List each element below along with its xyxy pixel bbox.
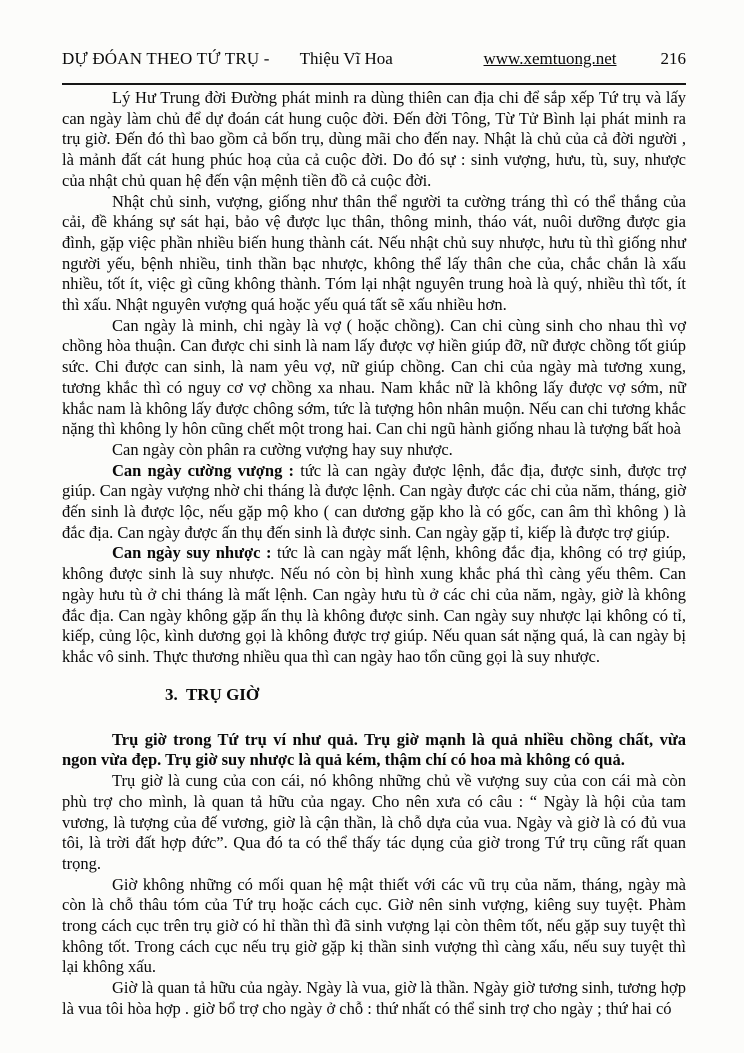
page-number: 216	[660, 49, 686, 68]
paragraph-text: Giờ là quan tả hữu của ngày. Ngày là vua, giờ là thần. Ngày giờ tương sinh, tương hợp là vua tôi hòa hợp . giờ bổ trợ cho ngày ở chỗ : thứ nhất có thể sinh trợ cho ngày ; thứ hai có	[62, 978, 686, 1018]
paragraph-cung-con-cai	[62, 771, 686, 875]
paragraph-cuong-vuong	[62, 461, 686, 544]
paragraph-nhat-chu	[62, 192, 686, 316]
paragraph-text: Lý Hư Trung đời Đường phát minh ra dùng thiên can địa chi để sắp xếp Tứ trụ và lấy can ngày làm chủ để dự đoán cát hung cuộc đời. Đến đời Tông, Từ Tử Bình lại phát minh ra trụ giờ. Đến đó thì bao gồm cả bốn trụ, dùng mãi cho đến nay. Nhật là chủ của cả đời người , là mảnh đất cát hung phúc hoạ của cả cuộc đời. Do đó sự : sinh vượng, hưu, tù, suy, nhược của nhật chủ quan hệ đến vận mệnh tiền đồ cả cuộc đời.	[62, 88, 686, 190]
paragraph-text: Nhật chủ sinh, vượng, giống như thân thể người ta cường tráng thì có thể thắng của cải, đề kháng sự sát hại, bảo vệ được lục thân, thông minh, tháo vát, nuôi dưỡng được gia đình, gặp việc phần nhiều biến hung thành cát. Nếu nhật chủ suy nhược, hưu tù thì giống như người yếu, bệnh nhiều, tinh thần bạc nhược, không thể lấy thân che của, chắc chắn là xấu nhiều, tốt ít, việc gì cũng không thành. Tóm lại nhật nguyên trung hoà là quý, nhiều thì tốt, ít thì xấu. Nhật nguyên vượng quá hoặc yếu quá tất sẽ xấu nhiều hơn.	[62, 191, 686, 315]
paragraph-gio-ta-huu	[62, 978, 686, 1019]
page-body	[62, 88, 686, 1020]
paragraph-lead: Can ngày suy nhược :	[112, 543, 272, 563]
paragraph-text: Trụ giờ trong Tứ trụ ví như quả. Trụ giờ mạnh là quả nhiều chồng chất, vừa ngon vừa đẹp. Trụ giờ suy nhược là quả kém, thậm chí có hoa mà không có quả.	[62, 729, 686, 770]
author-name: Thiệu Vĩ Hoa	[299, 49, 393, 68]
paragraph-phan-ra	[62, 440, 686, 461]
paragraph-text: Giờ không những có mối quan hệ mật thiết với các vũ trụ của năm, tháng, ngày mà còn là chỗ thâu tóm của Tứ trụ hoặc cách cục. Giờ nên sinh vượng, kiêng suy tuyệt. Phàm trong cách cục trên trụ giờ có hỉ thần thì đã sinh vượng lại còn thêm tốt, nếu gặp suy tuyệt thì không tốt. Trong cách cục nếu trụ giờ gặp kị thần sinh vượng thì càng xấu, nếu suy tuyệt thì lại không xấu.	[62, 874, 686, 977]
paragraph-lead: Can ngày cường vượng :	[112, 460, 295, 480]
paragraph-can-ngay	[62, 316, 686, 440]
book-title: DỰ ĐÓAN THEO TỨ TRỤ -	[62, 49, 270, 68]
paragraph-tru-gio-summary	[62, 730, 686, 771]
website-link[interactable]: www.xemtuong.net	[483, 49, 617, 68]
paragraph-gio-quan-he	[62, 875, 686, 979]
paragraph-text: Can ngày còn phân ra cường vượng hay suy nhược.	[112, 439, 453, 459]
section-heading-tru-gio: 3. TRỤ GIỜ	[165, 684, 260, 704]
page-header	[62, 48, 686, 85]
paragraph-text: tức là can ngày mất lệnh, không đắc địa, không có trợ giúp, không được sinh là suy nhược. Nếu nó còn bị hình xung khắc phá thì càng yếu thêm. Can ngày hưu tù ở chi tháng là mất lệnh. Can ngày hưu tù ở các chi của năm, ngày, giờ là không đắc địa. Can ngày không gặp ấn thụ là không được sinh. Can ngày suy nhược lại không có tỉ, kiếp, củng lộc, kình dương gọi là không được trợ giúp. Nếu quan sát nặng quá, là can ngày bị khắc vô sinh. Thực thương nhiều qua thì can ngày hao tổn cũng gọi là suy nhược.	[62, 543, 686, 666]
paragraph-text: tức là can ngày được lệnh, đắc địa, được sinh, được trợ giúp. Can ngày vượng nhờ chi tháng là được lệnh. Can ngày được các chi của năm, tháng, giờ đến sinh là được lộc, nếu gặp mộ kho ( can dương gặp kho là có gốc, can âm thì không ) là đắc địa. Can ngày được ấn thụ đến sinh là được sinh. Can ngày gặp tỉ, kiếp là được trợ giúp.	[62, 460, 686, 542]
paragraph-text: Trụ giờ là cung của con cái, nó không những chủ về vượng suy của con cái mà còn phù trợ cho mình, là quan tả hữu của ngay. Cho nên xưa có câu : “ Ngày là hội của tam vương, là tượng của đế vương, giờ là cận thần, là chỗ dựa của vua. Ngày và giờ là có đủ vua tôi, là trời đất hợp đức”. Qua đó ta có thể thấy tác dụng của giờ trong Tứ trụ cũng rất quan trọng.	[62, 771, 686, 873]
paragraph-suy-nhuoc	[62, 543, 686, 667]
paragraph-intro	[62, 88, 686, 192]
paragraph-text: Can ngày là minh, chi ngày là vợ ( hoặc chồng). Can chi cùng sinh cho nhau thì vợ chồng hòa thuận. Can được chi sinh là nam lấy được vợ hiền giúp đỡ, nữ được chồng tốt giúp sức. Chi được can sinh, là nam yêu vợ, nữ giúp chồng. Can chi của ngày mà tương xung, tương khắc thì có nguy cơ vợ chồng xa nhau. Nam khắc nữ là không lấy được vợ sớm, nữ khắc nam là không lấy được chông sớm, tức là tượng hôn nhân muộn. Nếu can chi tương khắc nặng thì không ly hôn cũng chết một trong hai. Can chi ngũ hành giống nhau là tượng bất hoà	[62, 315, 686, 439]
